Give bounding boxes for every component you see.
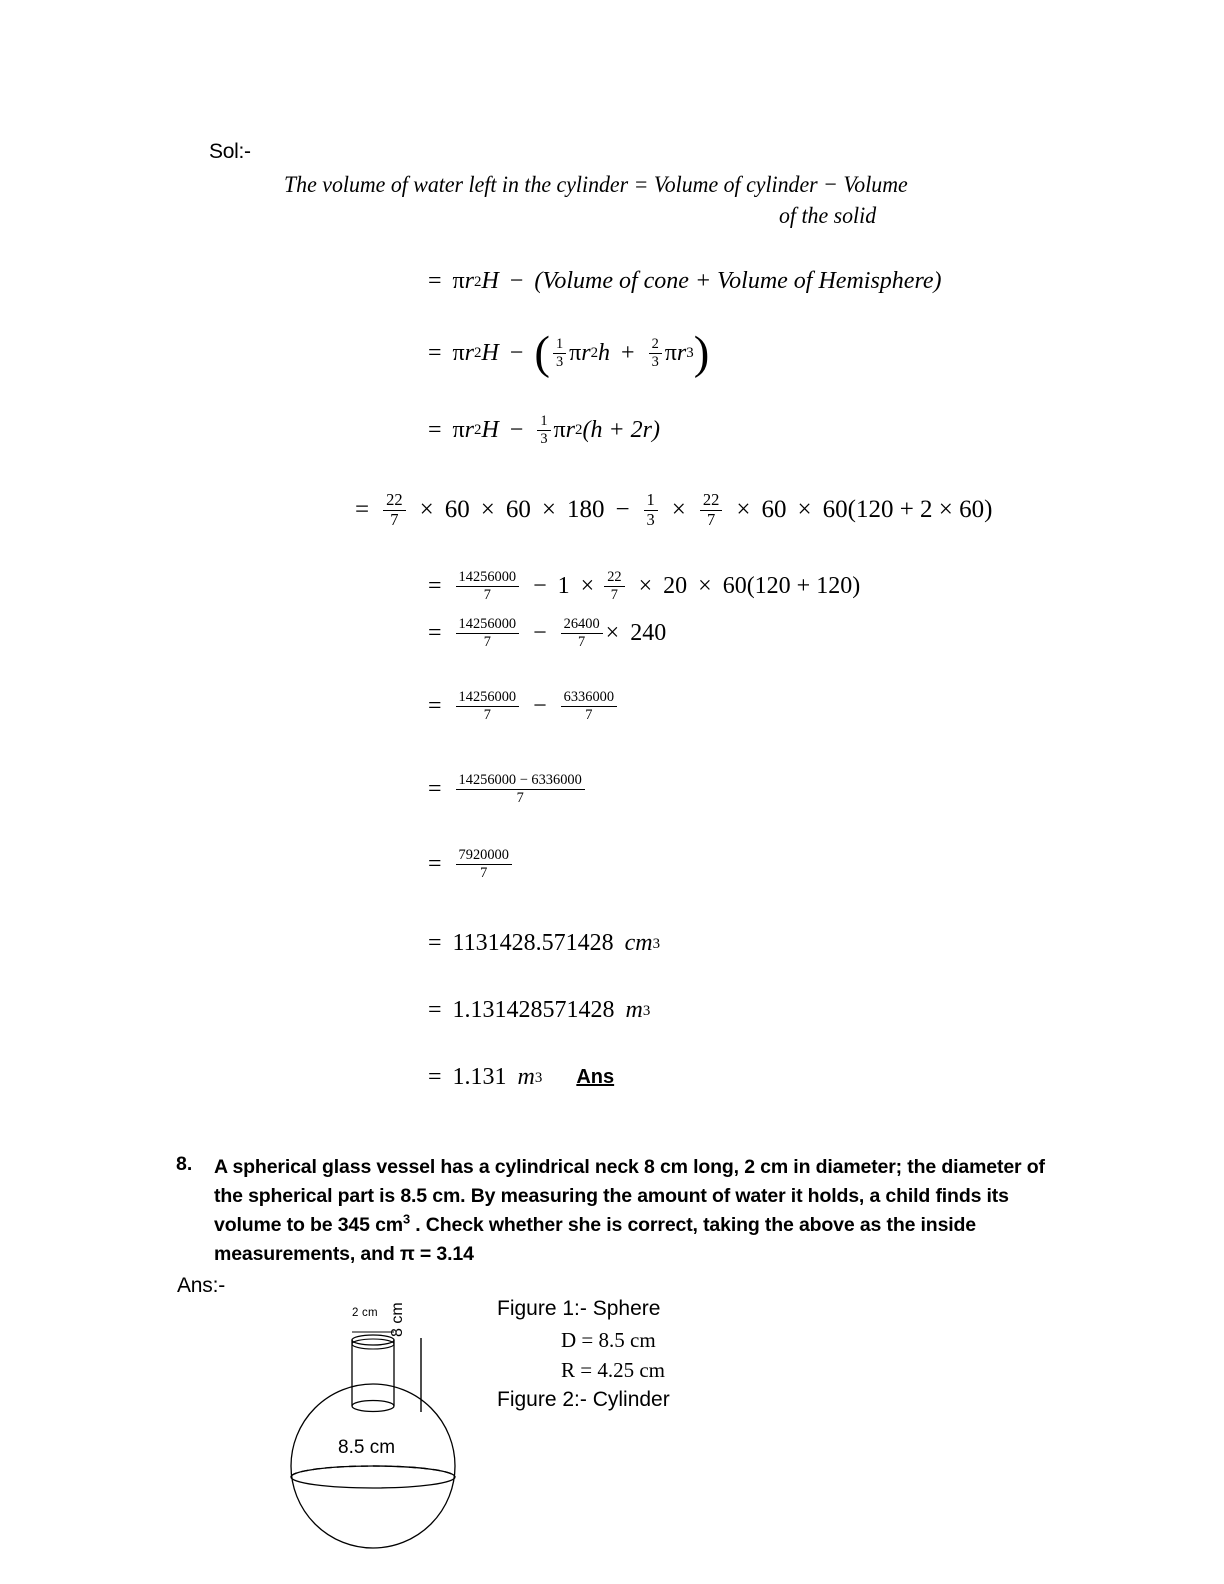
fraction-numerator: 26400 [561,617,603,634]
paren-group-120-2x60: (120 + 2 × 60) [847,496,993,524]
fraction-numerator: 22 [700,492,723,511]
equation-step-7 [428,690,620,722]
unit-m: m [517,1064,535,1090]
sphere-diameter-label: 8.5 cm [338,1437,396,1458]
fraction-denominator: 7 [480,864,488,881]
r-symbol: r [464,268,475,294]
times-sign: × [671,496,686,524]
answer-label: Ans:- [177,1274,226,1297]
equals-sign: = [428,930,442,956]
equals-sign: = [428,619,442,646]
equation-step-10: = 1131428.571428 cm 3 [428,930,661,956]
equation-step-9 [428,848,515,880]
fraction-14256000-over-7 [456,690,520,722]
fraction-denominator: 7 [483,633,491,650]
minus-sign: − [509,268,524,294]
value-60: 60 [761,496,787,524]
equals-sign: = [428,850,442,877]
fraction-26400-over-7 [561,617,603,649]
fraction-numerator: 22 [604,570,624,587]
fraction-denominator: 7 [578,633,586,650]
fraction-numerator: 14256000 [456,617,520,634]
fraction-difference-over-7 [456,773,585,805]
result-value-m-long: 1.131428571428 [452,997,615,1023]
fraction-one-third [537,414,550,446]
value-240: 240 [630,619,667,646]
H-symbol: H [481,416,499,443]
value-180: 180 [566,496,605,524]
equation-step-8 [428,773,588,805]
equals-sign: = [355,496,370,524]
equation-step-1: = π r 2 H − (Volume of cone + Volume of Hemisphere) [428,268,942,294]
pi-symbol: π [452,268,465,294]
question-number: 8. [176,1153,193,1175]
fraction-numerator: 1 [644,492,658,511]
fraction-numerator: 22 [383,492,406,511]
neck-height-label: 8 cm [389,1302,406,1337]
fraction-one-third [644,492,658,529]
fraction-numerator: 7920000 [456,848,512,865]
ans-marker: Ans [576,1066,615,1088]
fraction-denominator: 7 [610,586,618,603]
equals-sign: = [428,339,442,366]
solution-lead-line-1: The volume of water left in the cylinder = Volume of cylinder − Volume [284,172,908,198]
equation-step-3: = π r 2 H − $\frac{1}{3}$ π r 2 (h + 2r) [428,413,660,447]
figure-1-title: Figure 1:- Sphere [497,1297,661,1320]
r-symbol: r [676,339,687,366]
value-20: 20 [663,572,688,599]
figure-2-title: Figure 2:- Cylinder [497,1388,670,1411]
fraction-one-third [553,337,566,369]
fraction-22-over-7 [700,492,723,529]
fraction-denominator: 7 [585,706,593,723]
sphere-equator-hidden-arc [291,1466,455,1477]
close-paren: ) [693,327,710,380]
H-symbol: H [481,268,499,294]
fraction-denominator: 3 [555,353,564,370]
value-1: 1 [557,572,570,599]
value-60: 60 [722,572,747,599]
H-symbol: H [481,339,499,366]
r-symbol: r [565,416,576,443]
equation-step-5 [428,570,860,602]
fraction-6336000-over-7 [561,690,617,722]
pi-symbol: π [569,339,582,366]
equation-step-2: = π r 2 H − ( $\frac{1}{3}$ π r 2 h + $\frac{2}{3}$ π r 3 ) [428,327,710,380]
times-sign: × [736,496,751,524]
equals-sign: = [428,416,442,443]
times-sign: × [797,496,812,524]
r-symbol: r [464,339,475,366]
fraction-numerator: 2 [649,337,662,354]
equals-sign: = [428,268,442,294]
times-sign: × [419,496,434,524]
fraction-denominator: 3 [540,430,548,447]
equation-step-12: = 1.131 m 3 Ans [428,1064,615,1090]
fraction-denominator: 3 [646,509,655,529]
value-60: 60 [505,496,531,524]
equals-sign: = [428,997,442,1023]
fraction-numerator: 14256000 − 6336000 [456,773,585,790]
question-text: A spherical glass vessel has a cylindrical neck 8 cm long, 2 cm in diameter; the diameter of the spherical part is 8.5 cm. By measuring the amount of water it holds, a child finds its volume to be 345 $cm^3$ . Check whether she is correct, taking the above as the inside measurements, and π = 3.14 [214,1156,1045,1265]
minus-sign: − [533,692,547,719]
neck-side-walls [352,1340,394,1406]
fraction-22-over-7 [604,570,624,602]
value-60: 60 [822,496,848,524]
times-sign: × [605,619,620,646]
pi-symbol: π [664,339,677,366]
minus-sign: − [615,496,630,524]
paren-group-120-120: (120 + 120) [746,572,861,599]
open-paren: ( [534,327,550,380]
volume-cone-hemisphere-text: (Volume of cone + Volume of Hemisphere) [534,268,942,294]
result-value-m-short: 1.131 [452,1064,507,1090]
neck-bottom-ellipse [352,1401,394,1412]
fraction-numerator: 1 [537,414,550,431]
times-sign: × [480,496,495,524]
fraction-two-thirds [649,337,662,369]
pi-symbol: π [452,416,465,443]
fraction-denominator: 3 [651,353,659,370]
fraction-14256000-over-7 [456,617,520,649]
fraction-14256000-over-7 [456,570,520,602]
plus-sign: + [621,339,635,366]
h-plus-2r-group: (h + 2r) [582,416,660,443]
pi-symbol: π [553,416,566,443]
fraction-denominator: 7 [483,586,491,603]
figure-1-diameter: D = 8.5 cm [561,1328,656,1352]
times-sign: × [580,572,595,599]
value-60: 60 [444,496,470,524]
unit-m: m [625,997,643,1023]
times-sign: × [698,572,712,599]
minus-sign: − [509,339,524,366]
minus-sign: − [533,619,547,646]
pi-symbol: π [452,339,465,366]
equals-sign: = [428,692,442,719]
times-sign: × [638,572,653,599]
fraction-denominator: 7 [390,509,399,529]
r-symbol: r [581,339,591,366]
equation-step-4 [355,492,992,529]
h-symbol: h [598,339,611,366]
r-symbol: r [464,416,475,443]
fraction-numerator: 1 [553,337,566,354]
equation-step-6 [428,617,666,649]
fraction-denominator: 7 [483,706,491,723]
equals-sign: = [428,572,442,599]
equals-sign: = [428,1064,442,1090]
minus-sign: − [509,416,524,443]
equals-sign: = [428,775,442,802]
result-value-cm: 1131428.571428 [452,930,614,956]
fraction-denominator: 7 [516,789,524,806]
equation-step-11: = 1.131428571428 m 3 [428,997,651,1023]
fraction-denominator: 7 [707,509,716,529]
fraction-7920000-over-7 [456,848,512,880]
neck-diameter-label: 2 cm [352,1307,378,1319]
unit-cm: cm [624,930,653,956]
figure-1-radius: R = 4.25 cm [561,1358,666,1382]
fraction-22-over-7 [383,492,406,529]
fraction-numerator: 14256000 [456,570,520,587]
solution-lead-line-2: of the solid [779,203,877,229]
fraction-numerator: 14256000 [456,690,520,707]
minus-sign: − [533,572,547,599]
fraction-numerator: 6336000 [561,690,617,707]
times-sign: × [541,496,556,524]
solution-label: Sol:- [209,140,251,163]
